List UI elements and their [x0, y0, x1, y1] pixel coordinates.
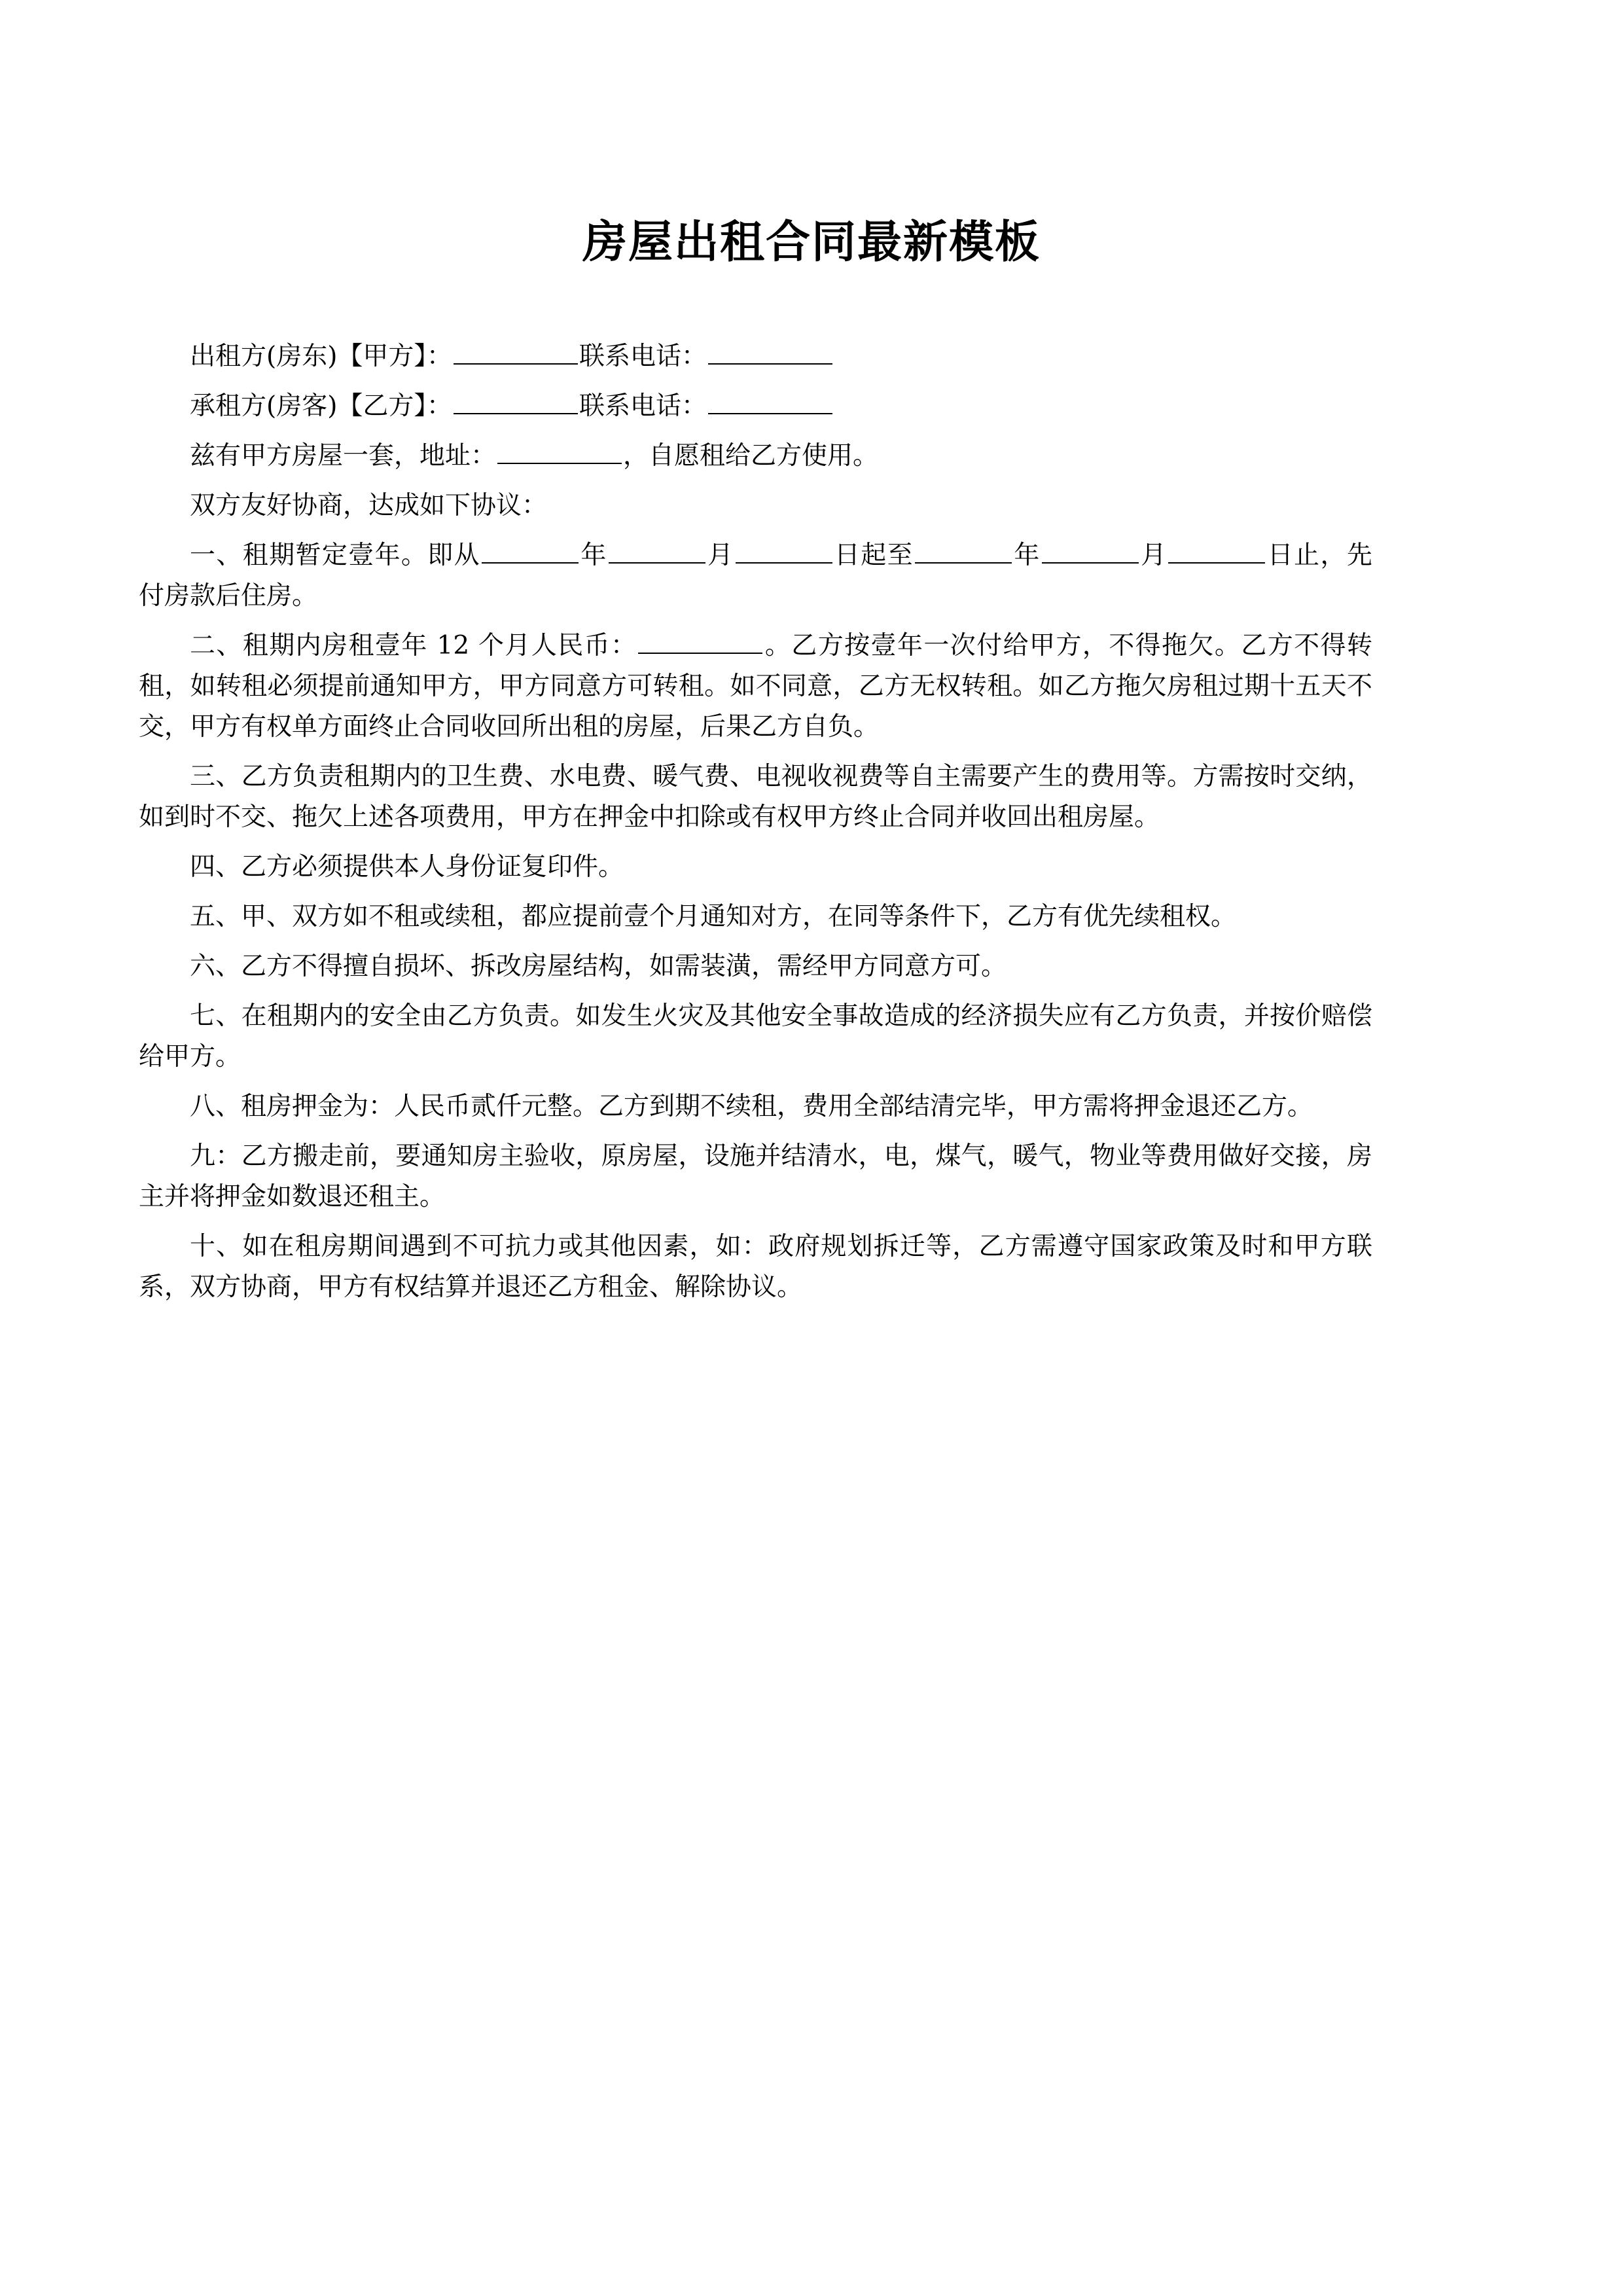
- party-b-phone-label: 联系电话：: [579, 391, 707, 421]
- party-a-phone-label: 联系电话：: [579, 342, 707, 371]
- clause-1-prefix: 一、租期暂定壹年。即从: [190, 541, 481, 570]
- clause-1-day-unit: 日起至: [833, 541, 914, 570]
- clause-1-suffix: 日止，先付房款后住房。: [139, 541, 1372, 611]
- clause-1-year-unit: 年: [580, 541, 607, 570]
- clause-1-start-year-blank[interactable]: [482, 535, 579, 564]
- agreement-intro: 双方友好协商，达成如下协议：: [190, 491, 548, 520]
- clause-1-end-day-blank[interactable]: [1168, 535, 1265, 564]
- party-a-line: [139, 336, 1372, 377]
- clause-2-suffix: 。乙方按壹年一次付给甲方，不得拖欠。乙方不得转租，如转租必须提前通知甲方，甲方同意方可转租。如不同意，乙方无权转租。如乙方拖欠房租过期十五天不交，甲方有权单方面终止合同收回所出租的房屋，后果乙方自负。: [139, 631, 1372, 742]
- premises-address-blank[interactable]: [497, 436, 622, 464]
- party-b-phone-blank[interactable]: [708, 386, 832, 414]
- clause-1-end-month-blank[interactable]: [1042, 535, 1139, 564]
- clause-2-prefix: 二、租期内房租壹年 12 个月人民币：: [190, 631, 637, 660]
- party-a-name-blank[interactable]: [454, 336, 578, 365]
- clause-5: 五、甲、双方如不租或续租，都应提前壹个月通知对方，在同等条件下，乙方有优先续租权。: [190, 902, 1237, 931]
- party-a-phone-blank[interactable]: [708, 336, 832, 365]
- page-title: 房屋出租合同最新模板: [582, 216, 1041, 268]
- clause-8: 八、租房押金为：人民币贰仟元整。乙方到期不续租，费用全部结清完毕，甲方需将押金退还乙方。: [190, 1092, 1313, 1121]
- party-b-name-blank[interactable]: [454, 386, 578, 414]
- clause-9: 九：乙方搬走前，要通知房主验收，原房屋，设施并结清水，电，煤气，暖气，物业等费用做好交接，房主并将押金如数退还租主。: [139, 1141, 1372, 1211]
- clause-1: [139, 535, 1372, 617]
- party-a-label: 出租方(房东)【甲方】：: [190, 342, 452, 371]
- clause-6: 六、乙方不得擅自损坏、拆改房屋结构，如需装潢，需经甲方同意方可。: [190, 952, 1007, 981]
- party-b-line: [139, 386, 1372, 427]
- clause-1-end-month-unit: 月: [1139, 541, 1168, 570]
- clause-1-month-unit: 月: [706, 541, 734, 570]
- clause-1-start-month-blank[interactable]: [609, 535, 705, 564]
- party-b-label: 承租方(房客)【乙方】：: [190, 391, 452, 421]
- document-body: [139, 327, 1372, 1317]
- clause-1-end-year-unit: 年: [1012, 541, 1041, 570]
- clause-4: 四、乙方必须提供本人身份证复印件。: [190, 852, 624, 882]
- premises-prefix: 兹有甲方房屋一套，地址：: [190, 441, 497, 471]
- clause-10: 十、如在租房期间遇到不可抗力或其他因素，如：政府规划拆迁等，乙方需遵守国家政策及时和甲方联系，双方协商，甲方有权结算并退还乙方租金、解除协议。: [139, 1232, 1372, 1302]
- clause-7: 七、在租期内的安全由乙方负责。如发生火灾及其他安全事故造成的经济损失应有乙方负责，并按价赔偿给甲方。: [139, 1001, 1372, 1071]
- clause-1-end-year-blank[interactable]: [915, 535, 1012, 564]
- clause-2-rent-amount-blank[interactable]: [638, 626, 762, 654]
- clause-1-start-day-blank[interactable]: [736, 535, 832, 564]
- premises-suffix: ，自愿租给乙方使用。: [623, 441, 879, 471]
- clause-2: [139, 626, 1372, 747]
- premises-line: [139, 436, 1372, 476]
- clause-3: 三、乙方负责租期内的卫生费、水电费、暖气费、电视收视费等自主需要产生的费用等。方需按时交纳，如到时不交、拖欠上述各项费用，甲方在押金中扣除或有权甲方终止合同并收回出租房屋。: [139, 762, 1372, 832]
